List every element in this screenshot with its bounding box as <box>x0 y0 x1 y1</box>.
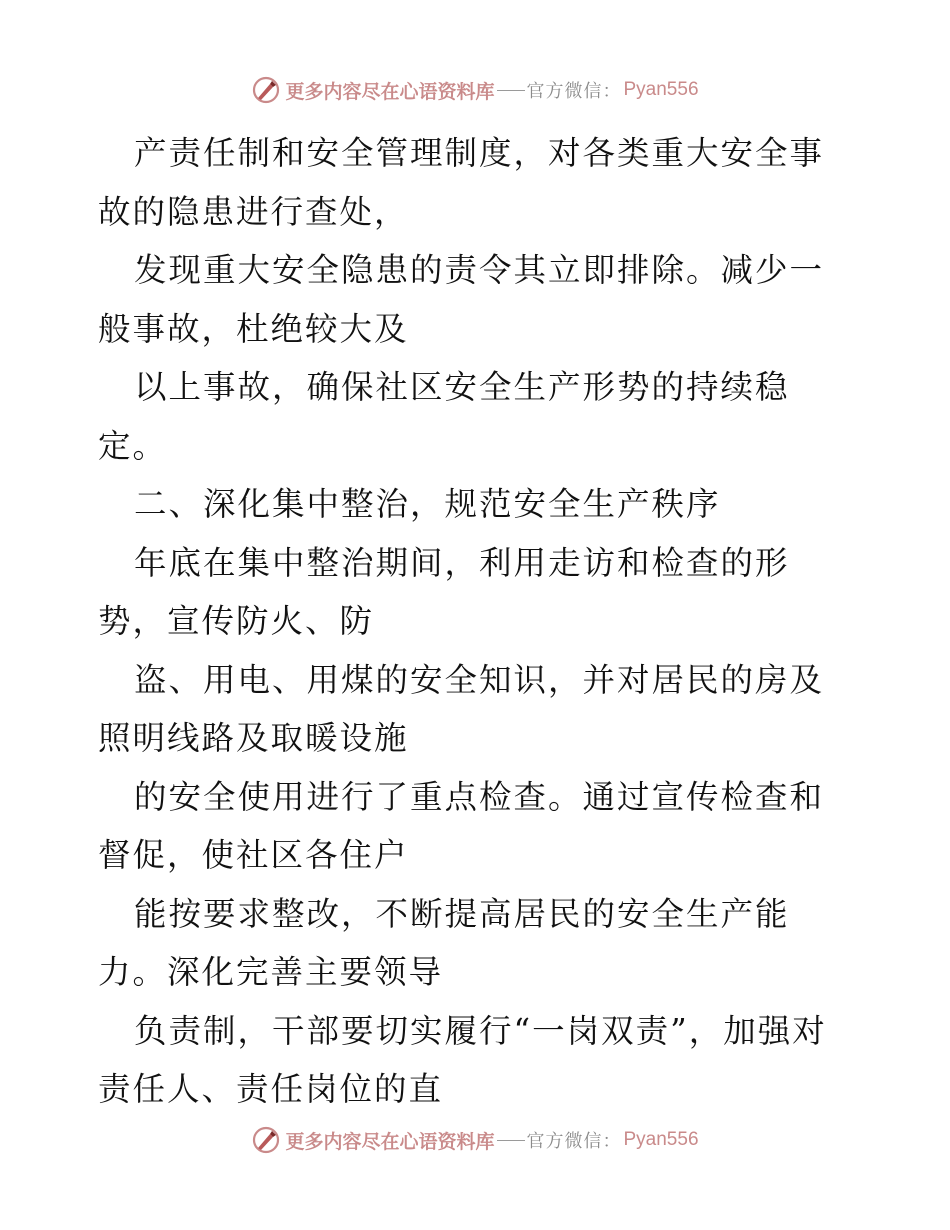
footer-brand-text: 更多内容尽在心语资料库 <box>285 1130 495 1153</box>
section-heading: 二、深化集中整治，规范安全生产秩序 <box>134 485 721 523</box>
paragraph-7: 的安全使用进行了重点检查。通过宣传检查和督促，使社区各住户 <box>98 777 825 874</box>
paragraph-2: 发现重大安全隐患的责令其立即排除。减少一般事故，杜绝较大及 <box>98 251 825 348</box>
paragraph-8: 能按要求整改，不断提高居民的安全生产能力。深化完善主要领导 <box>98 894 790 991</box>
footer-dash <box>497 1140 525 1141</box>
paragraph-5: 年底在集中整治期间，利用走访和检查的形势，宣传防火、防 <box>98 543 790 640</box>
paragraph-3: 以上事故，确保社区安全生产形势的持续稳定。 <box>98 368 790 465</box>
paragraph-6: 盗、用电、用煤的安全知识，并对居民的房及照明线路及取暖设施 <box>98 660 825 757</box>
paragraph-1: 产责任制和安全管理制度，对各类重大安全事故的隐患进行查处， <box>98 134 825 231</box>
document-body <box>98 124 858 1119</box>
footer-label-text: 官方微信： <box>526 1131 622 1152</box>
paragraph-9: 负责制，干部要切实履行“一岗双责”，加强对责任人、责任岗位的直 <box>98 1011 827 1108</box>
footer-banner <box>0 1120 950 1160</box>
footer-wechat-id: Pyan556 <box>623 1129 699 1150</box>
header-wechat-id: Pyan556 <box>623 79 699 100</box>
header-dash <box>497 90 525 91</box>
pen-logo-icon <box>251 1125 281 1155</box>
pen-logo-icon <box>251 75 281 105</box>
header-brand-text: 更多内容尽在心语资料库 <box>285 80 495 103</box>
header-banner <box>0 70 950 110</box>
header-label-text: 官方微信： <box>526 81 622 102</box>
